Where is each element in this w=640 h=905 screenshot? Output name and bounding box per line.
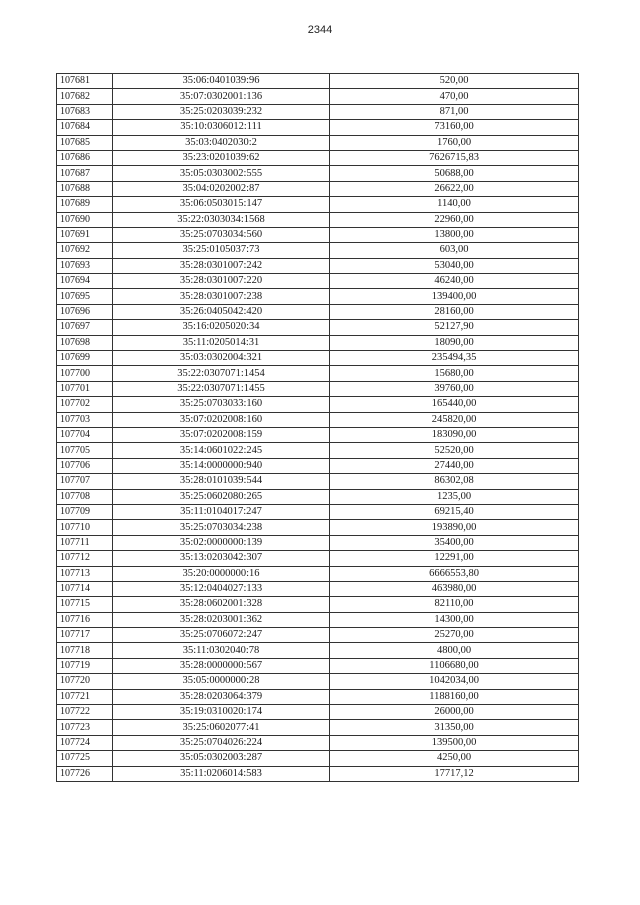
row-number-cell: 107697 (57, 320, 113, 335)
value-cell: 52127,90 (330, 320, 579, 335)
table-row (57, 258, 579, 273)
value-cell: 183090,00 (330, 427, 579, 442)
value-cell: 18090,00 (330, 335, 579, 350)
cadastral-number-cell: 35:13:0203042:307 (113, 551, 330, 566)
cadastral-number-cell: 35:19:0310020:174 (113, 705, 330, 720)
table-row (57, 243, 579, 258)
row-number-cell: 107724 (57, 735, 113, 750)
cadastral-number-cell: 35:22:0303034:1568 (113, 212, 330, 227)
table-row (57, 227, 579, 242)
cadastral-number-cell: 35:25:0703034:560 (113, 227, 330, 242)
value-cell: 73160,00 (330, 120, 579, 135)
value-cell: 39760,00 (330, 381, 579, 396)
value-cell: 193890,00 (330, 520, 579, 535)
value-cell: 1106680,00 (330, 658, 579, 673)
cadastral-number-cell: 35:05:0302003:287 (113, 751, 330, 766)
cadastral-number-cell: 35:06:0401039:96 (113, 74, 330, 89)
table-row (57, 489, 579, 504)
cadastral-number-cell: 35:20:0000000:16 (113, 566, 330, 581)
row-number-cell: 107682 (57, 89, 113, 104)
cadastral-number-cell: 35:06:0503015:147 (113, 197, 330, 212)
cadastral-number-cell: 35:07:0202008:160 (113, 412, 330, 427)
row-number-cell: 107683 (57, 104, 113, 119)
table-row (57, 581, 579, 596)
row-number-cell: 107696 (57, 304, 113, 319)
table-row (57, 520, 579, 535)
row-number-cell: 107723 (57, 720, 113, 735)
table-row (57, 212, 579, 227)
row-number-cell: 107699 (57, 351, 113, 366)
table-row (57, 643, 579, 658)
value-cell: 1760,00 (330, 135, 579, 150)
cadastral-number-cell: 35:03:0302004:321 (113, 351, 330, 366)
cadastral-number-cell: 35:28:0301007:238 (113, 289, 330, 304)
table-row (57, 289, 579, 304)
value-cell: 520,00 (330, 74, 579, 89)
row-number-cell: 107712 (57, 551, 113, 566)
value-cell: 1235,00 (330, 489, 579, 504)
value-cell: 139400,00 (330, 289, 579, 304)
value-cell: 52520,00 (330, 443, 579, 458)
table-row (57, 735, 579, 750)
table-row (57, 412, 579, 427)
table-row (57, 366, 579, 381)
row-number-cell: 107700 (57, 366, 113, 381)
cadastral-number-cell: 35:11:0302040:78 (113, 643, 330, 658)
value-cell: 463980,00 (330, 581, 579, 596)
table-row (57, 504, 579, 519)
row-number-cell: 107707 (57, 474, 113, 489)
row-number-cell: 107686 (57, 150, 113, 165)
cadastral-number-cell: 35:05:0000000:28 (113, 674, 330, 689)
row-number-cell: 107702 (57, 397, 113, 412)
cadastral-number-cell: 35:23:0201039:62 (113, 150, 330, 165)
value-cell: 35400,00 (330, 535, 579, 550)
value-cell: 139500,00 (330, 735, 579, 750)
table-row (57, 197, 579, 212)
table-row (57, 751, 579, 766)
row-number-cell: 107685 (57, 135, 113, 150)
value-cell: 26622,00 (330, 181, 579, 196)
value-cell: 245820,00 (330, 412, 579, 427)
row-number-cell: 107717 (57, 628, 113, 643)
page-number: 2344 (307, 24, 333, 36)
table-body (57, 74, 579, 782)
row-number-cell: 107692 (57, 243, 113, 258)
value-cell: 53040,00 (330, 258, 579, 273)
cadastral-value-table (56, 73, 579, 782)
row-number-cell: 107701 (57, 381, 113, 396)
row-number-cell: 107690 (57, 212, 113, 227)
value-cell: 6666553,80 (330, 566, 579, 581)
value-cell: 235494,35 (330, 351, 579, 366)
cadastral-number-cell: 35:22:0307071:1454 (113, 366, 330, 381)
table-row (57, 597, 579, 612)
cadastral-number-cell: 35:28:0101039:544 (113, 474, 330, 489)
table-row (57, 120, 579, 135)
row-number-cell: 107704 (57, 427, 113, 442)
cadastral-number-cell: 35:14:0000000:940 (113, 458, 330, 473)
row-number-cell: 107719 (57, 658, 113, 673)
cadastral-number-cell: 35:05:0303002:555 (113, 166, 330, 181)
table-row (57, 166, 579, 181)
cadastral-number-cell: 35:28:0602001:328 (113, 597, 330, 612)
row-number-cell: 107705 (57, 443, 113, 458)
value-cell: 31350,00 (330, 720, 579, 735)
table-row (57, 274, 579, 289)
value-cell: 14300,00 (330, 612, 579, 627)
cadastral-number-cell: 35:25:0706072:247 (113, 628, 330, 643)
value-cell: 4250,00 (330, 751, 579, 766)
table-row (57, 566, 579, 581)
table-row (57, 720, 579, 735)
cadastral-number-cell: 35:02:0000000:139 (113, 535, 330, 550)
cadastral-number-cell: 35:11:0205014:31 (113, 335, 330, 350)
value-cell: 82110,00 (330, 597, 579, 612)
value-cell: 7626715,83 (330, 150, 579, 165)
row-number-cell: 107681 (57, 74, 113, 89)
cadastral-number-cell: 35:12:0404027:133 (113, 581, 330, 596)
cadastral-number-cell: 35:11:0206014:583 (113, 766, 330, 781)
cadastral-number-cell: 35:28:0203001:362 (113, 612, 330, 627)
table-row (57, 628, 579, 643)
table-row (57, 351, 579, 366)
value-cell: 165440,00 (330, 397, 579, 412)
row-number-cell: 107711 (57, 535, 113, 550)
row-number-cell: 107722 (57, 705, 113, 720)
value-cell: 1140,00 (330, 197, 579, 212)
table-row (57, 135, 579, 150)
row-number-cell: 107695 (57, 289, 113, 304)
cadastral-number-cell: 35:25:0704026:224 (113, 735, 330, 750)
value-cell: 25270,00 (330, 628, 579, 643)
value-cell: 22960,00 (330, 212, 579, 227)
cadastral-number-cell: 35:04:0202002:87 (113, 181, 330, 196)
value-cell: 470,00 (330, 89, 579, 104)
row-number-cell: 107720 (57, 674, 113, 689)
table-row (57, 474, 579, 489)
table-row (57, 658, 579, 673)
table-row (57, 689, 579, 704)
table-row (57, 674, 579, 689)
row-number-cell: 107718 (57, 643, 113, 658)
table-row (57, 535, 579, 550)
table-row (57, 381, 579, 396)
cadastral-number-cell: 35:11:0104017:247 (113, 504, 330, 519)
table-row (57, 74, 579, 89)
cadastral-number-cell: 35:28:0000000:567 (113, 658, 330, 673)
value-cell: 4800,00 (330, 643, 579, 658)
table-row (57, 443, 579, 458)
value-cell: 12291,00 (330, 551, 579, 566)
value-cell: 603,00 (330, 243, 579, 258)
value-cell: 28160,00 (330, 304, 579, 319)
row-number-cell: 107710 (57, 520, 113, 535)
table-row (57, 612, 579, 627)
table-row (57, 320, 579, 335)
table-row (57, 766, 579, 781)
row-number-cell: 107687 (57, 166, 113, 181)
cadastral-number-cell: 35:07:0202008:159 (113, 427, 330, 442)
row-number-cell: 107726 (57, 766, 113, 781)
table-row (57, 150, 579, 165)
row-number-cell: 107694 (57, 274, 113, 289)
value-cell: 1188160,00 (330, 689, 579, 704)
value-cell: 13800,00 (330, 227, 579, 242)
row-number-cell: 107715 (57, 597, 113, 612)
cadastral-number-cell: 35:26:0405042:420 (113, 304, 330, 319)
table-row (57, 397, 579, 412)
cadastral-number-cell: 35:07:0302001:136 (113, 89, 330, 104)
row-number-cell: 107698 (57, 335, 113, 350)
value-cell: 1042034,00 (330, 674, 579, 689)
row-number-cell: 107689 (57, 197, 113, 212)
cadastral-number-cell: 35:16:0205020:34 (113, 320, 330, 335)
row-number-cell: 107713 (57, 566, 113, 581)
cadastral-number-cell: 35:25:0602080:265 (113, 489, 330, 504)
value-cell: 27440,00 (330, 458, 579, 473)
value-cell: 26000,00 (330, 705, 579, 720)
table-row (57, 427, 579, 442)
row-number-cell: 107703 (57, 412, 113, 427)
value-cell: 17717,12 (330, 766, 579, 781)
value-cell: 86302,08 (330, 474, 579, 489)
row-number-cell: 107725 (57, 751, 113, 766)
cadastral-number-cell: 35:14:0601022:245 (113, 443, 330, 458)
value-cell: 15680,00 (330, 366, 579, 381)
cadastral-number-cell: 35:25:0105037:73 (113, 243, 330, 258)
table-row (57, 705, 579, 720)
table-row (57, 181, 579, 196)
row-number-cell: 107684 (57, 120, 113, 135)
cadastral-number-cell: 35:25:0203039:232 (113, 104, 330, 119)
cadastral-number-cell: 35:22:0307071:1455 (113, 381, 330, 396)
cadastral-number-cell: 35:28:0301007:242 (113, 258, 330, 273)
table-row (57, 104, 579, 119)
value-cell: 46240,00 (330, 274, 579, 289)
row-number-cell: 107709 (57, 504, 113, 519)
row-number-cell: 107708 (57, 489, 113, 504)
table-row (57, 304, 579, 319)
cadastral-number-cell: 35:10:0306012:111 (113, 120, 330, 135)
value-cell: 50688,00 (330, 166, 579, 181)
cadastral-number-cell: 35:28:0301007:220 (113, 274, 330, 289)
row-number-cell: 107706 (57, 458, 113, 473)
row-number-cell: 107716 (57, 612, 113, 627)
row-number-cell: 107691 (57, 227, 113, 242)
table-row (57, 89, 579, 104)
row-number-cell: 107693 (57, 258, 113, 273)
value-cell: 871,00 (330, 104, 579, 119)
cadastral-number-cell: 35:25:0703033:160 (113, 397, 330, 412)
row-number-cell: 107688 (57, 181, 113, 196)
row-number-cell: 107714 (57, 581, 113, 596)
value-cell: 69215,40 (330, 504, 579, 519)
row-number-cell: 107721 (57, 689, 113, 704)
table-row (57, 551, 579, 566)
cadastral-number-cell: 35:25:0703034:238 (113, 520, 330, 535)
table-row (57, 458, 579, 473)
cadastral-number-cell: 35:28:0203064:379 (113, 689, 330, 704)
cadastral-number-cell: 35:25:0602077:41 (113, 720, 330, 735)
cadastral-number-cell: 35:03:0402030:2 (113, 135, 330, 150)
table-row (57, 335, 579, 350)
